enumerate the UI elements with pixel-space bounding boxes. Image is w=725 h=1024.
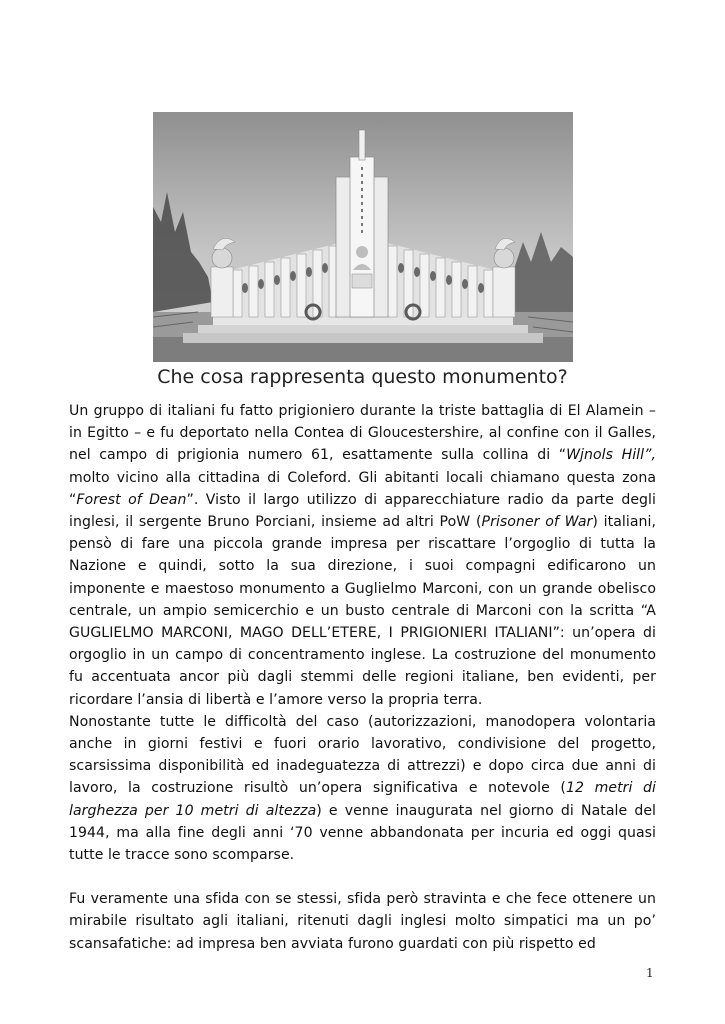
italic-text-run: Forest of Dean [76, 491, 187, 508]
paragraph-2 [69, 711, 656, 866]
italic-text-run: 12 metri di larghezza per 10 metri di altezza [69, 780, 656, 819]
italic-text-run: Wjnols Hill”, [566, 447, 656, 464]
photo-caption-heading: Che cosa rappresenta questo monumento? [157, 366, 568, 388]
text-run: ”. Visto il largo utilizzo di apparecchiature radio da parte degli inglesi, il sergente Bruno Porciani, insieme ad altri PoW ( [69, 491, 656, 531]
text-run: ) italiani, pensò di fare una piccola grande impresa per riscattare l’orgoglio di tutta la Nazione e quindi, sotto la sua direzione, i suoi compagni edificarono un imponente e maestoso monumento a Guglielmo Marconi, con un grande obelisco centrale, un ampio semicerchio e un busto centrale di Marconi con la scritta “A GUGLIELMO MARCONI, MAGO DELL’ETERE, I PRIGIONIERI ITALIANI”: un’opera di orgoglio in un campo di concentramento inglese. La costruzione del monumento fu accentuata ancor più dagli stemmi delle regioni italiane, ben evidenti, per ricordare l’ansia di libertà e l’amore verso la propria terra. [69, 514, 657, 708]
text-run: ) e venne inaugurata nel giorno di Natale del 1944, ma alla fine degli anni ‘70 venne abbandonata per incuria ed oggi quasi tutte le tracce sono scomparse. [69, 802, 657, 864]
page-number: 1 [646, 966, 654, 980]
monument-photo [153, 112, 573, 362]
italic-text-run: Prisoner of War [481, 514, 593, 531]
text-run: Fu veramente una sfida con se stessi, sfida però stravinta e che fece ottenere un mirabile risultato agli italiani, ritenuti dagli inglesi molto simpatici ma un po’ scansafatiche: ad impresa ben avviata furono guardati con più rispetto ed [69, 891, 656, 952]
paragraph-1 [69, 400, 656, 711]
text-run: Nonostante tutte le difficoltà del caso (autorizzazioni, manodopera volontaria anche in giorni festivi e fuori orario lavorativo, condivisione del progetto, scarsissima disponibilità ed inadeguatezza di attrezzi) e dopo circa due anni di lavoro, la costruzione risultò un’opera significativa e notevole ( [69, 713, 656, 797]
text-run: molto vicino alla cittadina di Coleford. Gli abitanti locali chiamano questa zona “ [69, 469, 656, 508]
article-body [69, 400, 656, 955]
text-run: Un gruppo di italiani fu fatto prigioniero durante la triste battaglia di El Alamein – in Egitto – e fu deportato nella Contea di Gloucestershire, al confine con il Galles, nel campo di prigionia numero 61, esattamente sulla collina di “ [69, 403, 656, 464]
paragraph-3 [69, 888, 656, 955]
